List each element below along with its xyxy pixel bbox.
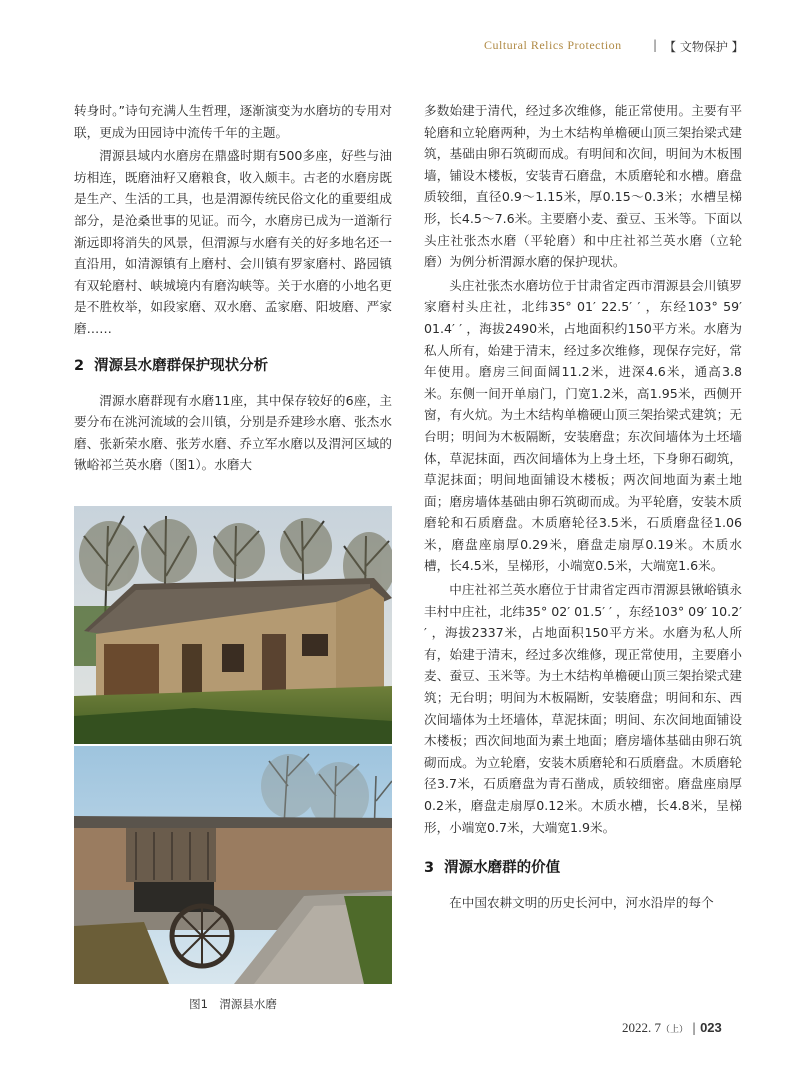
section-number: 3 xyxy=(424,860,435,877)
photo-mill-house xyxy=(74,506,392,744)
footer-separator: | xyxy=(692,1021,697,1035)
left-column xyxy=(74,100,392,476)
photo-water-wheel-mill xyxy=(74,746,392,984)
running-header xyxy=(0,38,800,58)
section-number: 2 xyxy=(74,357,85,374)
section-title: 渭源水磨群的价值 xyxy=(444,860,561,877)
header-separator: | xyxy=(653,38,658,52)
paragraph: 渭源水磨群现有水磨11座，其中保存较好的6座，主要分布在洮河流域的会川镇，分别是乔建珍水磨、张杰水磨、张新荣水磨、张芳水磨、乔立军水磨以及渭河区域的锹峪祁兰英水磨（图1）。水磨大 xyxy=(74,392,392,473)
issue-date: 2022. 7 xyxy=(622,1020,661,1035)
paragraph: 转身时。”诗句充满人生哲理，逐渐演变为水磨坊的专用对联，更成为田园诗中流传千年的主题。 xyxy=(74,103,392,140)
paragraph: 多数始建于清代，经过多次维修，能正常使用。主要有平轮磨和立轮磨两种，为土木结构单檐硬山顶三架抬梁式建筑，基础由卵石筑砌而成。有明间和次间，明间为木板围墙，铺设木楼板，安装青石磨盘，木质磨轮和水槽。磨盘质较细，直径0.9～1.15米，厚0.15～0.3米；水槽呈梯形，长4.5～7.6米。主要磨小麦、蚕豆、玉米等。下面以头庄社张杰水磨（平轮磨）和中庄社祁兰英水磨（立轮磨）为例分析渭源水磨的保护现状。 xyxy=(424,103,742,270)
page-number: 023 xyxy=(700,1020,722,1035)
paragraph: 中庄社祁兰英水磨位于甘肃省定西市渭源县锹峪镇永丰村中庄社，北纬35° 02′ 01.5′ ′ ，东经103° 09′ 10.2′ ′ ，海拔2337米，占地面积150平方米。水磨为私人所有，始建于清末，经过多次维修，现正常使用，主要磨小麦、蚕豆、玉米等。为土木结构单檐硬山顶三架抬梁式建筑；无台明；明间为木板隔断，安装磨盘；明间和东、西次间墙体为土坯墙体，草泥抹面；明间、东次间地面铺设木楼板；西次间地面为素土地面；磨房墙体基础由卵石筑砌而成。为立轮磨，安装木质磨轮和石质磨盘。木质磨轮径3.7米，石质磨盘为青石凿成，质较细密。磨盘座扇厚0.2米，磨盘走扇厚0.12米。木质水槽，长4.8米，呈梯形，小端宽0.7米，大端宽1.9米。 xyxy=(424,582,742,835)
figure-1 xyxy=(74,506,392,984)
paragraph: 在中国农耕文明的历史长河中，河水沿岸的每个 xyxy=(449,895,714,911)
header-section-name: 【 文物保护 】 xyxy=(664,40,744,54)
header-english-title: Cultural Relics Protection xyxy=(484,38,622,52)
section-title: 渭源县水磨群保护现状分析 xyxy=(94,357,269,374)
figure-caption: 图1 渭源县水磨 xyxy=(189,997,277,1011)
paragraph: 头庄社张杰水磨坊位于甘肃省定西市渭源县会川镇罗家磨村头庄社，北纬35° 01′ 22.5′ ′ ，东经103° 59′ 01.4′ ′ ，海拔2490米，占地面积约150平方米。水磨为私人所有，始建于清末，经过多次维修，现保存完好，常年使用。磨房三间面阔11.2米，进深4.6米，通高3.8米。东侧一间开单扇门，门宽1.2米，高1.95米，西侧开窗，有火炕。为土木结构单檐硬山顶三架抬梁式建筑；无台明；明间为木板隔断，安装磨盘；东次间墙体为土坯墙体，草泥抹面，西次间墙体为上身土坯，下身卵石砌筑，草泥抹面；明间地面铺设木楼板；两次间地面为素土地面；磨房墙体基础由卵石筑砌而成。为平轮磨，安装木质磨轮和石质磨盘。木质磨轮径3.5米，石质磨盘径1.06米，磨盘座扇厚0.29米，磨盘走扇厚0.19米。木质水槽，长4.5米，呈梯形，小端宽0.5米，大端宽1.6米。 xyxy=(424,277,742,574)
section-heading xyxy=(74,354,392,378)
right-column xyxy=(424,100,742,914)
section-heading xyxy=(424,856,742,880)
issue-part: （上） xyxy=(661,1025,689,1035)
paragraph: 渭源县域内水磨房在鼎盛时期有500多座，好些与油坊相连，既磨油籽又磨粮食，收入颇丰。古老的水磨房既是生产、生活的工具，也是渭源传统民俗文化的重要组成部分，是沧桑世事的见证。而今，水磨房已成为一道渐行渐远即将消失的风景，但渭源与水磨有关的好多地名还一直沿用，如清源镇有上磨村、会川镇有罗家磨村、路园镇有双轮磨村、峡城境内有磨沟峡等。关于水磨的小地名更是不胜枚举，如段家磨、双水磨、孟家磨、阳坡磨、严家磨…… xyxy=(74,148,392,336)
page-footer xyxy=(622,1020,722,1036)
